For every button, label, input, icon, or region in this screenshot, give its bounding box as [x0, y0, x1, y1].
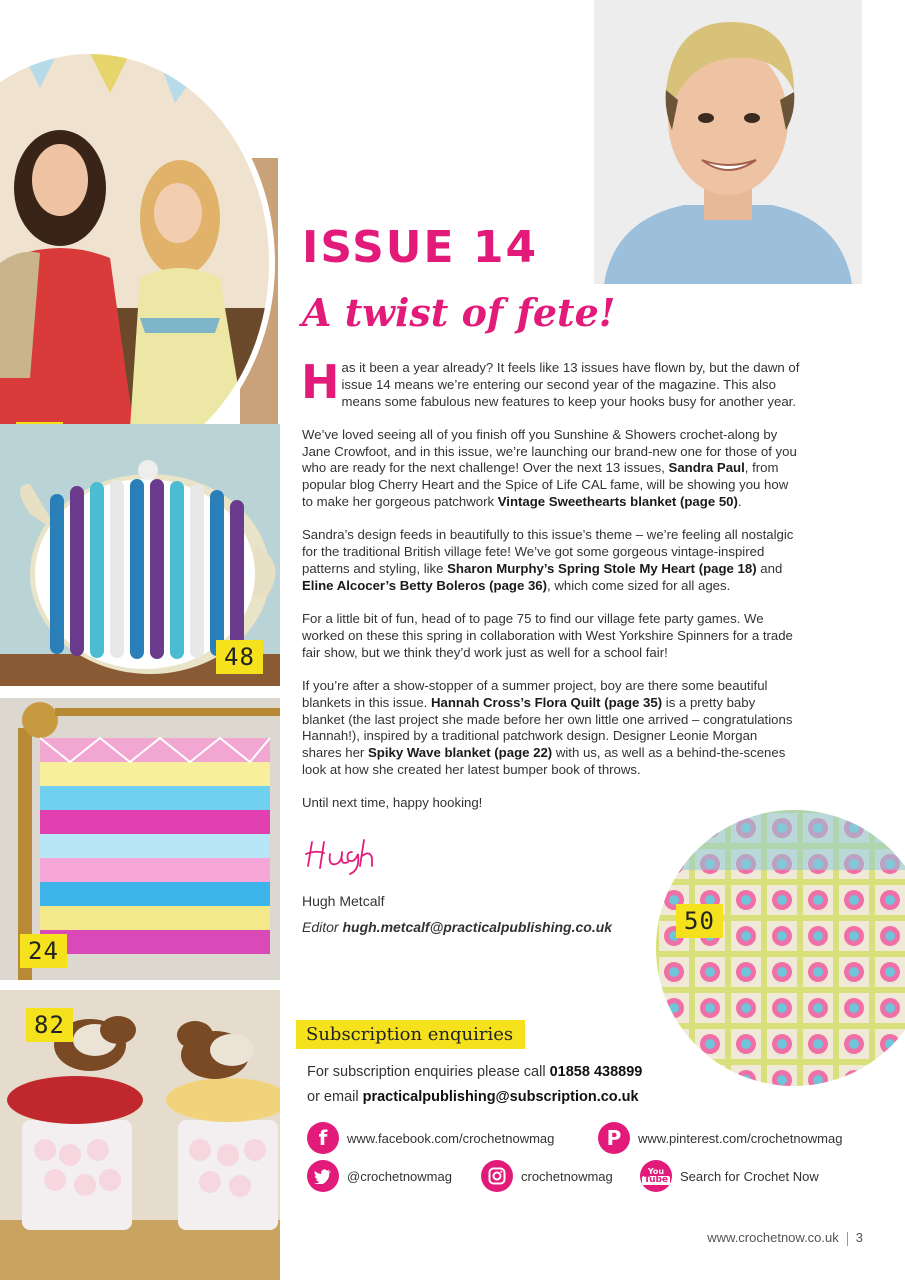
photo-editor-portrait: [594, 0, 862, 284]
page-footer: [707, 1230, 863, 1246]
twitter-handle[interactable]: @crochetnowmag: [347, 1168, 452, 1184]
instagram-icon: [481, 1160, 513, 1192]
facebook-link[interactable]: www.facebook.com/crochetnowmag: [347, 1130, 555, 1146]
editor-signature: [302, 836, 392, 881]
youtube-search-text[interactable]: Search for Crochet Now: [680, 1168, 819, 1184]
photo-vintage-sweethearts-blanket: [656, 810, 905, 1086]
drop-cap: H: [301, 355, 340, 409]
social-youtube[interactable]: [640, 1160, 819, 1192]
pinterest-link[interactable]: www.pinterest.com/crochetnowmag: [638, 1130, 843, 1146]
subscription-email[interactable]: practicalpublishing@subscription.co.uk: [362, 1089, 639, 1105]
pinterest-icon: P: [598, 1122, 630, 1154]
twitter-icon: [307, 1160, 339, 1192]
paragraph-theme: Sandra’s design feeds in beautifully to this issue’s theme – we’re feeling all nostalgic for the traditional British village fete! We’ve got some gorgeous vintage-inspired patterns and styling, like Sharon Murphy’s Spring Stole My Heart (page 18) and Eline Alcocer’s Betty Boleros (page 36), which come sized for all ages.: [302, 527, 794, 593]
paragraph-blankets: If you’re after a show-stopper of a summer project, boy are there some beautiful blankets in this issue. Hannah Cross’s Flora Quilt (page 35) is a pretty baby blanket (the last project she made before her own little one arrived – congratulations Hannah!), inspired by a traditional patchwork design. Designer Leonie Morgan shares her Spiky Wave blanket (page 22) with us, as well as a behind-the-scenes look at how she created her latest bumper book of throws.: [302, 677, 793, 777]
footer-url[interactable]: www.crochetnow.co.uk: [707, 1230, 839, 1245]
subscription-phone[interactable]: 01858 438899: [549, 1064, 643, 1080]
editor-name: Hugh Metcalf: [302, 893, 385, 909]
facebook-icon: f: [307, 1122, 339, 1154]
page-tag-24: 24: [20, 934, 67, 968]
photo-mother-daughter: [0, 48, 278, 473]
editorial-title: A twist of fete!: [302, 290, 616, 335]
footer-divider: [847, 1232, 848, 1246]
paragraph-signoff: Until next time, happy hooking!: [302, 795, 483, 811]
page-tag-82: 82: [26, 1008, 73, 1042]
subscription-phone-line: For subscription enquiries please call 01858 438899: [307, 1064, 643, 1080]
editor-email[interactable]: hugh.metcalf@practicalpublishing.co.uk: [342, 919, 613, 935]
subscription-email-line: or email practicalpublishing@subscription.co.uk: [307, 1089, 639, 1105]
intro-paragraph: Has it been a year already? It feels like 13 issues have flown by, but the dawn of issue 14 means we’re entering our second year of the magazine. This also means some fabulous new features to keep your hooks busy for another year.: [301, 355, 800, 409]
editorial-body: [301, 355, 800, 829]
social-twitter[interactable]: [307, 1160, 452, 1192]
subscription-heading: Subscription enquiries: [296, 1020, 525, 1049]
social-facebook[interactable]: [307, 1122, 554, 1154]
page-tag-50: 50: [676, 904, 723, 938]
editor-role: Editor hugh.metcalf@practicalpublishing.co.uk: [302, 919, 613, 935]
paragraph-party-games: For a little bit of fun, head of to page 75 to find our village fete party games. We worked on these this spring in collaboration with West Yorkshire Spinners for a trade fair show, but we think they’d work just as well for a school fair!: [302, 611, 793, 660]
page-number: 3: [855, 1230, 863, 1245]
instagram-handle[interactable]: crochetnowmag: [521, 1168, 613, 1184]
social-pinterest[interactable]: [598, 1122, 842, 1154]
youtube-icon: You Tube: [640, 1160, 672, 1192]
social-instagram[interactable]: [481, 1160, 613, 1192]
paragraph-sal: We’ve loved seeing all of you finish off you Sunshine & Showers crochet-along by Jane Crowfoot, and in this issue, we’re launching our brand-new one for those of you who are ready for the next challenge! Over the next 13 issues, Sandra Paul, from popular blog Cherry Heart and the Spice of Life CAL fame, will be showing you how to make her gorgeous patchwork Vintage Sweethearts blanket (page 50).: [302, 426, 797, 510]
issue-number-heading: ISSUE 14: [302, 222, 539, 273]
page-tag-48: 48: [216, 640, 263, 674]
